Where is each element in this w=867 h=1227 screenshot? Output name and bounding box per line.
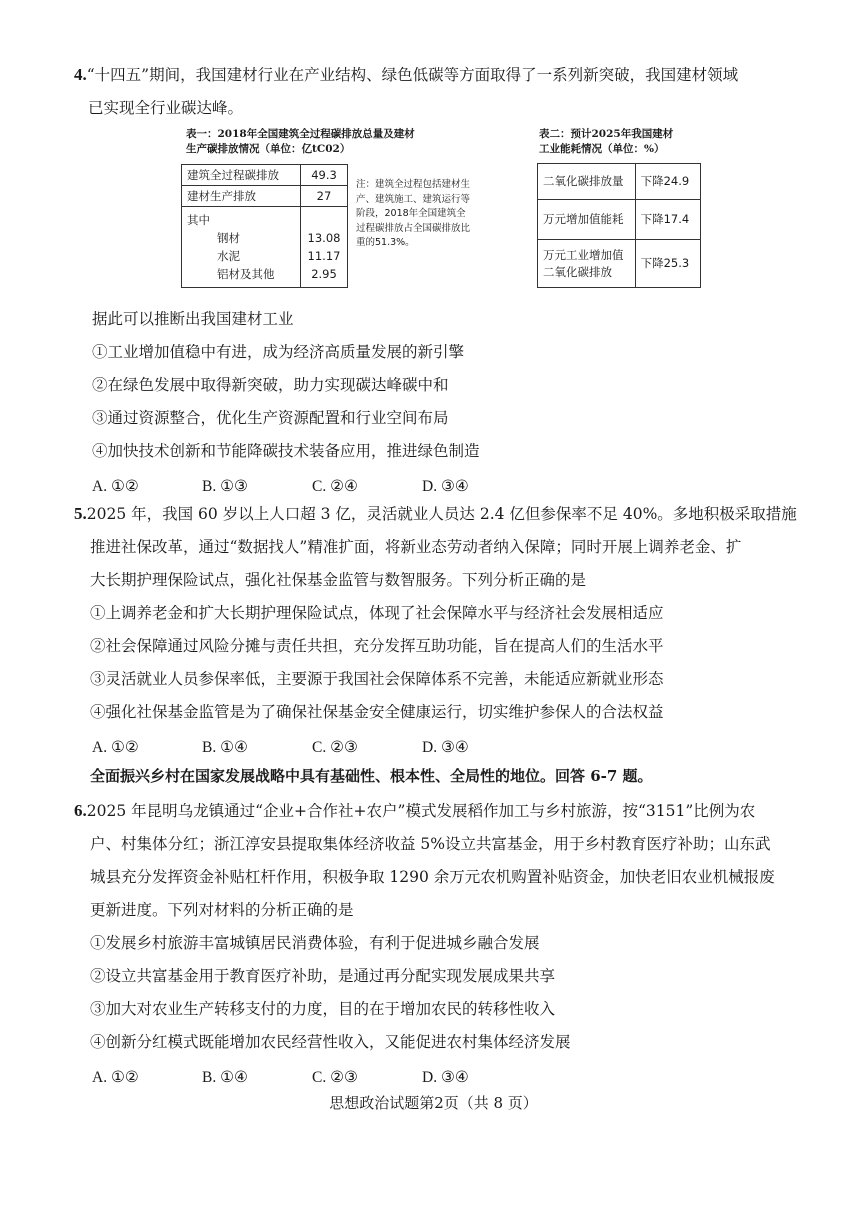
question-prompt: 据此可以推断出我国建材工业 bbox=[92, 310, 294, 328]
question-4 bbox=[74, 58, 814, 125]
page-footer: 思想政治试题第2页（共 8 页） bbox=[329, 1094, 538, 1112]
table-row: 万元工业增加值二氧化碳排放 下降25.3 bbox=[538, 240, 701, 288]
choice-c[interactable]: C. ②③ bbox=[312, 739, 358, 756]
option-4: ④强化社保基金监管是为了确保社保基金安全健康运行，切实维护参保人的合法权益 bbox=[90, 703, 664, 721]
question-number: 4. bbox=[74, 65, 87, 84]
option-4: ④创新分红模式既能增加农民经营性收入，又能促进农村集体经济发展 bbox=[90, 1033, 571, 1051]
option-2: ②在绿色发展中取得新突破，助力实现碳达峰碳中和 bbox=[92, 376, 449, 394]
option-3: ③加大对农业生产转移支付的力度，目的在于增加农民的转移性收入 bbox=[90, 1000, 556, 1018]
option-2: ②设立共富基金用于教育医疗补助，是通过再分配实现发展成果共享 bbox=[90, 967, 556, 985]
question-4-stem-line2: 已实现全行业碳达峰。 bbox=[88, 99, 244, 117]
choice-c[interactable]: C. ②③ bbox=[312, 1069, 358, 1086]
answer-choices bbox=[74, 1061, 819, 1094]
choice-d[interactable]: D. ③④ bbox=[422, 739, 469, 756]
table-row: 其中 钢材 水泥 铝材及其他 13.08 11.17 2.95 bbox=[182, 207, 348, 288]
choice-c[interactable]: C. ②④ bbox=[312, 478, 358, 495]
table1-note: 注：建筑全过程包括建材生产、建筑施工、建筑运行等阶段，2018年全国建筑全过程碳排放占全国碳排放比重的51.3%。 bbox=[356, 179, 471, 248]
choice-b[interactable]: B. ①③ bbox=[202, 478, 248, 495]
choice-a[interactable]: A. ①② bbox=[92, 478, 139, 495]
question-6: 6.2025 年昆明乌龙镇通过“企业+合作社+农户”模式发展稻作加工与乡村旅游，按“3151”比例为农 户、村集体分红；浙江淳安县提取集体经济收益 5%设立共富基金，用于乡村教育医疗补助；山东武 城县充分发挥资金补贴杠杆作用，积极争取 1290 余万元农机购置补贴资金，加快老旧农业机械报废 更新进度。下列对材料的分析正确的是 ①发展乡村旅游丰富城镇居民消费体验，有利于促进城乡融合发展 ②设立共富基金用于教育医疗补助，是通过再分配实现发展成果共享 ③加大对农业生产转移支付的力度，目的在于增加农民的转移性收入 ④创新分红模式既能增加农民经营性收入，又能促进农村集体经济发展 A. ①② B. ①④ C. ②③ D. ③④ bbox=[74, 794, 819, 1094]
choice-b[interactable]: B. ①④ bbox=[202, 739, 248, 756]
table-row: 二氧化碳排放量 下降24.9 bbox=[538, 164, 701, 200]
table1-carbon-emissions bbox=[181, 164, 348, 288]
option-2: ②社会保障通过风险分摊与责任共担，充分发挥互助功能，旨在提高人们的生活水平 bbox=[90, 637, 664, 655]
choice-a[interactable]: A. ①② bbox=[92, 1069, 139, 1086]
question-number: 6. bbox=[74, 801, 87, 820]
table1-title: 表一：2018年全国建筑全过程碳排放总量及建材 生产碳排放情况（单位：亿tC02） bbox=[186, 128, 415, 155]
option-1: ①工业增加值稳中有进，成为经济高质量发展的新引擎 bbox=[92, 343, 465, 361]
answer-choices bbox=[74, 731, 819, 764]
choice-a[interactable]: A. ①② bbox=[92, 739, 139, 756]
choice-d[interactable]: D. ③④ bbox=[422, 478, 469, 495]
question-4-body bbox=[92, 303, 812, 503]
option-4: ④加快技术创新和节能降碳技术装备应用，推进绿色制造 bbox=[92, 442, 480, 460]
question-number: 5. bbox=[74, 504, 87, 523]
question-5: 5.2025 年，我国 60 岁以上人口超 3 亿，灵活就业人员达 2.4 亿但参保率不足 40%。多地积极采取措施 推进社保改革，通过“数据找人”精准扩面，将新业态劳动者纳入保障；同时开展上调养老金、扩 大长期护理保险试点，强化社保基金监管与数智服务。下列分析正确的是 ①上调养老金和扩大长期护理保险试点，体现了社会保障水平与经济社会发展相适应 ②社会保障通过风险分摊与责任共担，充分发挥互助功能，旨在提高人们的生活水平 ③灵活就业人员参保率低，主要源于我国社会保障体系不完善，未能适应新就业形态 ④强化社保基金监管是为了确保社保基金安全健康运行，切实维护参保人的合法权益 A. ①② B. ①④ C. ②③ D. ③④ bbox=[74, 497, 819, 764]
option-3: ③通过资源整合，优化生产资源配置和行业空间布局 bbox=[92, 409, 449, 427]
table-row: 建材生产排放 27 bbox=[182, 186, 348, 207]
question-4-stem-line1: 4.“十四五”期间，我国建材行业在产业结构、绿色低碳等方面取得了一系列新突破，我国建材领域 bbox=[74, 65, 739, 84]
table-row: 建筑全过程碳排放 49.3 bbox=[182, 165, 348, 186]
choice-b[interactable]: B. ①④ bbox=[202, 1069, 248, 1086]
table-row: 万元增加值能耗 下降17.4 bbox=[538, 200, 701, 240]
table2-title: 表二：预计2025年我国建材 工业能耗情况（单位：%） bbox=[539, 128, 674, 155]
option-3: ③灵活就业人员参保率低，主要源于我国社会保障体系不完善，未能适应新就业形态 bbox=[90, 670, 664, 688]
choice-d[interactable]: D. ③④ bbox=[422, 1069, 469, 1086]
option-1: ①发展乡村旅游丰富城镇居民消费体验，有利于促进城乡融合发展 bbox=[90, 934, 540, 952]
section-lead-in: 全面振兴乡村在国家发展战略中具有基础性、根本性、全局性的地位。回答 6-7 题。 bbox=[90, 767, 653, 785]
table2-energy-consumption bbox=[537, 163, 701, 288]
option-1: ①上调养老金和扩大长期护理保险试点，体现了社会保障水平与经济社会发展相适应 bbox=[90, 604, 664, 622]
